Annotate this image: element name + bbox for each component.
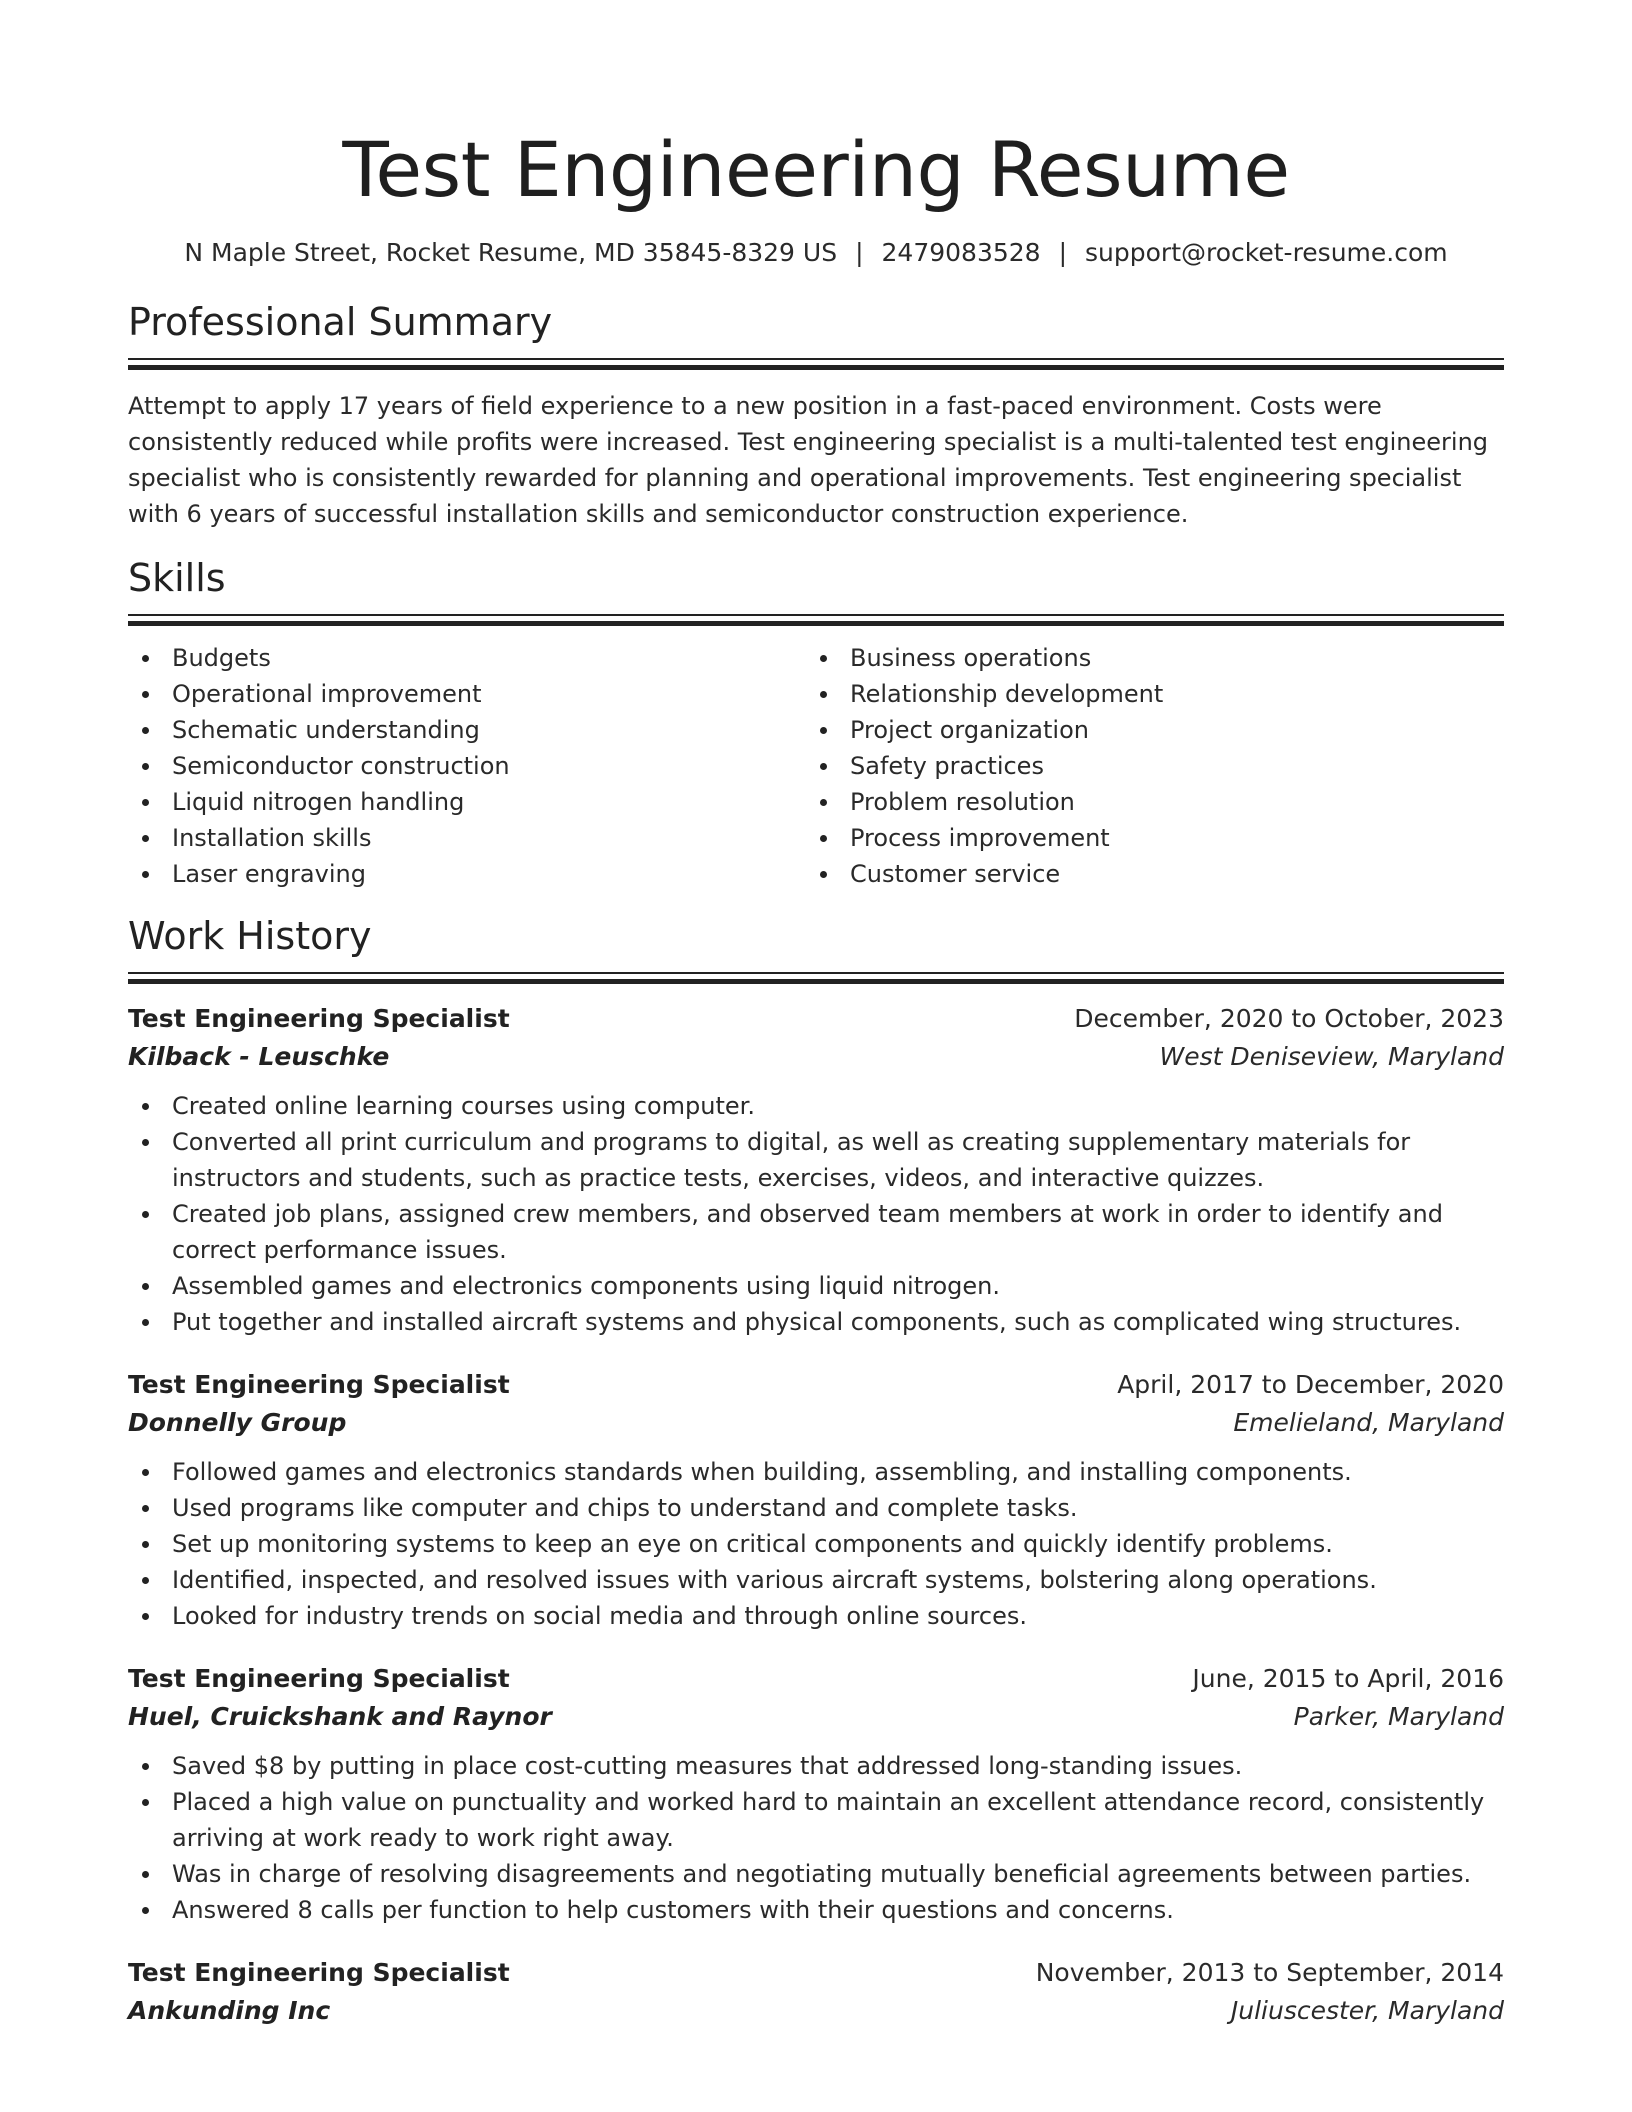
skill-item: Customer service: [806, 856, 1484, 892]
job-header-row: [128, 1660, 1504, 1698]
skill-item: Budgets: [128, 640, 806, 676]
job-subheader-row: [128, 1698, 1504, 1736]
contact-separator: |: [855, 238, 864, 267]
job-bullet: Identified, inspected, and resolved issues with various aircraft systems, bolstering along operations.: [128, 1562, 1504, 1598]
section-divider: [128, 614, 1504, 626]
job-bullets: [128, 1088, 1504, 1340]
skill-item: Semiconductor construction: [128, 748, 806, 784]
job-bullet: Created online learning courses using computer.: [128, 1088, 1504, 1124]
job-location: Juliuscester, Maryland: [1230, 1996, 1504, 2025]
job-location: Emelieland, Maryland: [1233, 1408, 1504, 1437]
skill-item: Schematic understanding: [128, 712, 806, 748]
skill-item: Installation skills: [128, 820, 806, 856]
skill-item: Relationship development: [806, 676, 1484, 712]
job-entry: [128, 1000, 1504, 1340]
skill-item: Laser engraving: [128, 856, 806, 892]
job-bullet: Used programs like computer and chips to understand and complete tasks.: [128, 1490, 1504, 1526]
job-bullet: Followed games and electronics standards when building, assembling, and installing components.: [128, 1454, 1504, 1490]
section-heading-work-history: Work History: [128, 914, 372, 958]
job-header-row: [128, 1366, 1504, 1404]
job-bullet: Was in charge of resolving disagreements and negotiating mutually beneficial agreements between parties.: [128, 1856, 1504, 1892]
job-subheader-row: [128, 1038, 1504, 1076]
section-heading-summary: Professional Summary: [128, 300, 553, 344]
job-bullet: Set up monitoring systems to keep an eye on critical components and quickly identify problems.: [128, 1526, 1504, 1562]
skill-item: Project organization: [806, 712, 1484, 748]
contact-line: [128, 236, 1504, 270]
contact-phone: 2479083528: [881, 238, 1041, 267]
job-company: Kilback - Leuschke: [128, 1042, 390, 1071]
job-dates: April, 2017 to December, 2020: [1117, 1370, 1504, 1399]
job-bullet: Saved $8 by putting in place cost-cutting measures that addressed long-standing issues.: [128, 1748, 1504, 1784]
job-title: Test Engineering Specialist: [128, 1958, 510, 1987]
resume-page: [128, 0, 1504, 2030]
contact-email: support@rocket-resume.com: [1085, 238, 1448, 267]
job-company: Donnelly Group: [128, 1408, 347, 1437]
summary-text: Attempt to apply 17 years of field experience to a new position in a fast-paced environment. Costs were consistently reduced while profits were increased. Test engineering specialist is a multi-talented test engineering specialist who is consistently rewarded for planning and operational improvements. Test engineering specialist with 6 years of successful installation skills and semiconductor construction experience.: [128, 392, 1489, 528]
skills-right-column: [806, 640, 1484, 892]
job-bullet: Converted all print curriculum and programs to digital, as well as creating supplementary materials for instructors and students, such as practice tests, exercises, videos, and interactive quizzes.: [128, 1124, 1504, 1196]
job-dates: June, 2015 to April, 2016: [1192, 1664, 1504, 1693]
section-divider: [128, 972, 1504, 984]
job-dates: November, 2013 to September, 2014: [1035, 1958, 1504, 1987]
job-title: Test Engineering Specialist: [128, 1370, 510, 1399]
job-dates: December, 2020 to October, 2023: [1074, 1004, 1504, 1033]
job-title: Test Engineering Specialist: [128, 1004, 510, 1033]
job-entry: [128, 1954, 1504, 2030]
contact-address: N Maple Street, Rocket Resume, MD 35845-8329 US: [184, 238, 838, 267]
work-history-section: [128, 912, 1504, 2030]
job-bullet: Put together and installed aircraft systems and physical components, such as complicated wing structures.: [128, 1304, 1504, 1340]
job-company: Ankunding Inc: [128, 1996, 331, 2025]
job-location: West Deniseview, Maryland: [1159, 1042, 1504, 1071]
job-bullet: Looked for industry trends on social media and through online sources.: [128, 1598, 1504, 1634]
skill-item: Process improvement: [806, 820, 1484, 856]
job-entry: [128, 1660, 1504, 1928]
skills-columns: [128, 640, 1504, 892]
job-company: Huel, Cruickshank and Raynor: [128, 1702, 552, 1731]
skills-left-column: [128, 640, 806, 892]
job-subheader-row: [128, 1404, 1504, 1442]
job-entry: [128, 1366, 1504, 1634]
job-bullet: Created job plans, assigned crew members, and observed team members at work in order to identify and correct performance issues.: [128, 1196, 1504, 1268]
skill-item: Business operations: [806, 640, 1484, 676]
job-header-row: [128, 1000, 1504, 1038]
skill-item: Safety practices: [806, 748, 1484, 784]
job-location: Parker, Maryland: [1293, 1702, 1504, 1731]
contact-separator: |: [1058, 238, 1068, 267]
skill-item: Operational improvement: [128, 676, 806, 712]
section-heading-skills: Skills: [128, 556, 226, 600]
job-title: Test Engineering Specialist: [128, 1664, 510, 1693]
job-bullet: Placed a high value on punctuality and worked hard to maintain an excellent attendance record, consistently arriving at work ready to work right away.: [128, 1784, 1504, 1856]
professional-summary-section: [128, 298, 1504, 532]
job-bullets: [128, 1748, 1504, 1928]
resume-title: Test Engineering Resume: [342, 125, 1290, 214]
job-bullet: Answered 8 calls per function to help customers with their questions and concerns.: [128, 1892, 1504, 1928]
job-bullets: [128, 1454, 1504, 1634]
skill-item: Problem resolution: [806, 784, 1484, 820]
section-divider: [128, 358, 1504, 370]
job-bullet: Assembled games and electronics components using liquid nitrogen.: [128, 1268, 1504, 1304]
skill-item: Liquid nitrogen handling: [128, 784, 806, 820]
skills-section: [128, 554, 1504, 892]
job-header-row: [128, 1954, 1504, 1992]
job-subheader-row: [128, 1992, 1504, 2030]
